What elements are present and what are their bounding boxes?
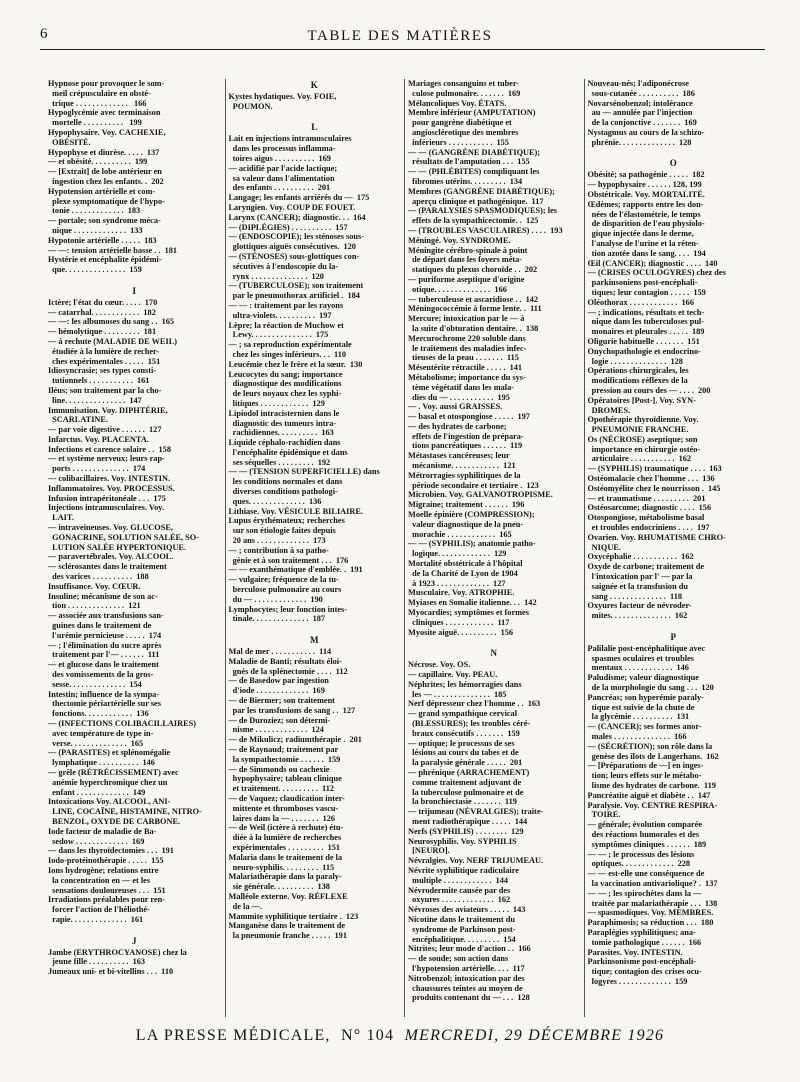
index-entry: Névralgies. Voy. NERF TRIJUMEAU.: [408, 856, 544, 866]
index-entry: — . Voy. aussi GRAISSES.: [408, 402, 503, 412]
index-entry: — ; l'élimination du sucre après traitement par l'— . . . . . . 111: [48, 640, 162, 660]
index-entry: Nicotine dans le traitement du syndrome de Parkinson post- encéphalitique. . . . . . . . . 154: [408, 914, 516, 944]
index-entry: Hypnose pour provoquer le som- meil crépusculaire en obsté- trique . . . . . . . . . . . . . 166: [48, 79, 165, 108]
index-entry: Obstétricale. Voy. MORTALITÉ.: [587, 189, 705, 199]
index-entry: Irradiations préalables pour ren- forcer l'action de l'héliothé- rapie. . . . . . . . . . . . . . 161: [48, 895, 166, 924]
index-entry: — (ENDOSCOPIE); les sténoses sous- glottiques aiguës consécutives. 120: [228, 232, 365, 252]
index-entry: Idiosyncrasie; ses types consti- tutionnels . . . . . . . . . . . 161: [48, 366, 157, 386]
index-entry: Névrodermite causée par des oxyures . . . . . . . . . . . . . 162: [408, 885, 511, 905]
index-entry: Nitrites; leur mode d'action . . 166: [408, 944, 531, 954]
index-entry: — associée aux transfusions san- guines dans le traitement de l'urémie pernicieuse . . . . . 174: [48, 611, 164, 640]
index-entry: — — : traitement par les rayons ultra-violets. . . . . . . . . . 197: [228, 300, 344, 320]
index-entry: Immunisation. Voy. DIPHTÉRIE, SCARLATINE.: [48, 405, 168, 425]
index-entry: Malariathérapie dans la paraly- sie générale. . . . . . . . . . 138: [228, 872, 342, 892]
index-entry: Nécrose. Voy. OS.: [408, 660, 471, 670]
index-entry: Mercurochrome 220 soluble dans le traitement des maladies infec- tieuses de la peau . . . . . . . 115: [408, 333, 527, 363]
index-entry: Iode facteur de maladie de Ba- sedow . . . . . . . . . . . . . 169: [48, 826, 157, 846]
index-entry: Névroses des aviateurs . . . . . 143: [408, 905, 526, 915]
section-letter: O: [669, 158, 677, 169]
index-entry: Myiases en Somalie italienne. . . 142: [408, 598, 537, 608]
index-entry: Insuffisance. Voy. CŒUR.: [48, 581, 141, 591]
index-entry: Os (NÉCROSE) aseptique; son importance en chirurgie ostéo- articulaire . . . . . . . . . . . 162: [587, 434, 701, 464]
index-entry: — (TROUBLES VASCULAIRES) . . . . 193: [408, 225, 563, 235]
spacer: [48, 275, 221, 285]
index-entry: Paralysie. Voy. CENTRE RESPIRA- TOIRE.: [587, 800, 718, 820]
index-entry: Oléothorax . . . . . . . . . . . . 166: [587, 297, 694, 307]
index-entry: Jumeaux uni- et bi-vitellins . . . 110: [48, 967, 174, 977]
index-entry: — [Préparations de —] en inges- tion; leurs effets sur le métabo- lisme des hydrates de carbone. 119: [587, 761, 716, 790]
index-entry: — —: tension artérielle basse . . 181: [48, 245, 178, 255]
index-entry: Myosite aiguë. . . . . . . . . . 156: [408, 627, 514, 637]
index-entry: Langage; les enfants arriérés du — 175: [228, 193, 370, 203]
index-column-1: [45, 79, 225, 1017]
index-entry: — de Biermer; son traitement par les transfusions de sang . . 127: [228, 696, 356, 715]
index-entry: — catarrhal. . . . . . . . . . . . 182: [48, 307, 156, 317]
index-entry: — (PARALYSIES SPASMODIQUES); les effets de la sympathicectomie. . 125: [408, 206, 557, 226]
index-entry: Migraine; traitement . . . . . . 196: [408, 500, 525, 510]
index-entry: Otospongiose, métabolisme basal et troubles endocriniens . . . . 197: [587, 513, 710, 533]
index-column-2: [225, 79, 405, 1017]
index-entry: Malaria dans le traitement de la neuro-syphilis. . . . . . . . . 115: [228, 852, 343, 872]
section-letter: L: [311, 122, 318, 133]
index-entry: — — ; les spirochètes dans la — traitée par malariathérapie . . . 138: [587, 888, 718, 908]
index-entry: — — exanthématique d'emblée. . 191: [228, 565, 363, 575]
index-entry: Nerfs (SYPHILIS) . . . . . . . . 129: [408, 826, 524, 836]
index-column-4: [584, 79, 764, 1017]
index-entry: — des hydrates de carbone; effets de l'ingestion de prépara- tions pancréatiques . . . . . . 119: [408, 421, 524, 451]
index-entry: — et système nerveux; leurs rap- ports . . . . . . . . . . . . . . 174: [48, 454, 165, 474]
section-letter: P: [670, 631, 676, 642]
index-entry: Insuline; mécanisme de son ac- tion . . . . . . . . . . . . . . 121: [48, 591, 158, 611]
index-entry: — (CRISES OCULOGYRES) chez des parkinsoniens post-encéphali- tiques; leur contagion . . . . . 159: [587, 268, 726, 297]
index-entry: Méningite cérébro-spinale à point de départ dans les foyers méta- statiques du plexus choroïde . . 202: [408, 245, 538, 275]
index-entry: Métastases cancéreuses; leur mécanisme. . . . . . . . . . . . 121: [408, 451, 516, 471]
spacer: [229, 624, 401, 634]
index-entry: Myocardies; symptômes et formes cliniques . . . . . . . . . . . . 117: [408, 608, 529, 627]
index-columns: [45, 79, 763, 1017]
index-entry: Moelle épinière (COMPRESSION); valeur diagnostique de la pneu- morachie . . . . . . . . . . . . 165: [408, 510, 535, 539]
index-entry: Mortalité obstétricale à l'hôpital de la Charité de Lyon de 1904 à 1923 . . . . . . . . . . . . . 127: [408, 559, 523, 588]
spacer: [588, 621, 760, 631]
index-entry: — de Weil (ictère à rechute) étu- diée à la lumière de recherches expérimentales . . . . . . . . . 151: [228, 823, 344, 852]
index-entry: Lait en injections intramusculaires dans les processus inflamma- toires aigus . . . . . . . . . . 169: [228, 134, 352, 163]
index-entry: Opérations chirurgicales, les modifications réflexes de la pression au cours des — . . . . 200: [587, 366, 711, 395]
index-entry: Hystérie et encéphalite épidémi- que. . . . . . . . . . . . . . . 159: [48, 255, 162, 275]
index-entry: Hypophyse et diurèse. . . . . 137: [48, 147, 160, 157]
index-entry: Malléole externe. Voy. RÉFLEXE de la —.: [228, 891, 348, 911]
index-entry: Œil (CANCER); diagnostic . . . . 140: [587, 258, 718, 268]
index-entry: Pancréatite aiguë et diabète . . 147: [587, 790, 711, 800]
index-entry: Parasites. Voy. INTESTIN.: [587, 947, 683, 957]
index-entry: — optique; le processus de ses lésions au cours du tabes et de la paralysie générale . . . . . 201: [408, 738, 523, 768]
index-entry: — de Raynaud; traitement par la sympathectomie . . . . . . 159: [228, 745, 341, 764]
index-entry: Infarctus. Voy. PLACENTA.: [48, 434, 149, 444]
index-entry: Liquide céphalo-rachidien dans l'encéphalite épidémique et dans ses séquelles . . . . . . . . . 192: [228, 438, 348, 467]
index-entry: Névrite syphilitique radiculaire multiple . . . . . . . . . . . . 144: [408, 865, 519, 885]
index-entry: — de soude; son action dans l'hypotension artérielle. . . . 117: [408, 954, 525, 973]
index-entry: — — est-elle une conséquence de la vaccination antivariolique? . 137: [587, 869, 718, 888]
index-entry: — grand sympathique cervical (BLESSURES); les troubles céré- braux consécutifs . . . . . . . 159: [408, 709, 531, 738]
index-entry: — par voie digestive . . . . . . 127: [48, 425, 162, 435]
index-entry: Novarsénobenzol; intolérance au — annulée par l'injection de la conjonctive . . . . . . . 169: [587, 98, 697, 128]
index-entry: Hypophysaire. Voy. CACHEXIE, OBÉSITÉ.: [48, 127, 166, 147]
index-entry: Oxyures facteur de névroder- mites. . . . . . . . . . . . . . . 162: [587, 601, 692, 621]
index-entry: — acidifié par l'acide lactique; sa valeur dans l'alimentation des enfants . . . . . . . . . . 201: [228, 163, 338, 193]
index-entry: Lymphocytes; leur fonction intes- tinale. . . . . . . . . . . . . . 187: [228, 604, 348, 624]
index-entry: Nystagmus au cours de la schizo- phrénie. . . . . . . . . . . . . . 128: [587, 127, 705, 147]
index-entry: Hypotension artérielle et com- plexe symptomatique de l'hypo- tonie . . . . . . . . . . . . . 183: [48, 186, 165, 216]
index-entry: Inflammatoires. Voy. PROCESSUS.: [48, 483, 175, 493]
footer: [0, 1027, 800, 1045]
index-entry: Métabolisme; importance du sys- tème végétatif dans les mala- dies du — . . . . . . . . . . . 195: [408, 372, 526, 402]
index-entry: Infections et carence solaire . . 158: [48, 444, 171, 454]
index-entry: — trijumeau (NÉVRALGIES); traite- ment radiothérapique . . . . . 144: [408, 807, 544, 826]
index-entry: Hypotonie artérielle . . . . . 183: [48, 235, 157, 245]
index-entry: Nitrobenzol; intoxication par des chaussures teintes au moyen de produits contenant du — . . . 128: [408, 973, 530, 1003]
index-entry: Oxycéphalie . . . . . . . . . . . 162: [587, 552, 694, 562]
index-entry: — (SYPHILIS) traumatique . . . . 163: [587, 464, 722, 474]
index-entry: Maladie de Banti; résultats éloi- gnés de la splénectomie . . . . 112: [228, 656, 348, 676]
index-entry: — et obésité. . . . . . . . . . 199: [48, 157, 148, 167]
index-entry: — [Extrait] de lobe antérieur en ingestion chez les enfants. . 202: [48, 167, 164, 186]
index-entry: — colibacillaires. Voy. INTESTIN.: [48, 474, 171, 484]
index-entry: — — (TENSION SUPERFICIELLE) dans les conditions normales et dans diverses conditions pathologi- ques. . . . . . . . . . . . . . 136: [228, 467, 380, 506]
section-letter: M: [310, 635, 319, 646]
index-entry: Musculaire. Voy. ATROPHIE.: [408, 588, 515, 598]
index-entry: Nouveau-nés; l'adiponécrose sous-cutanée . . . . . . . . . . 186: [587, 79, 695, 98]
index-entry: Lipiodol intracisternien dans le diagnostic des tumeurs intra- rachidiennes. . . . . . . . . . 163: [228, 408, 340, 438]
index-entry: Méningococcémie à forme lente. . 111: [408, 304, 542, 314]
index-entry: Intoxications Voy. ALCOOL, ANI- LINE, COCAÏNE, HISTAMINE, NITRO- BENZOL, OXYDE DE CARBONE.: [48, 797, 202, 826]
index-entry: — à rechute (MALADIE DE WEIL) étudiée à la lumière de recher- ches expérimentales . . . . . 151: [48, 336, 177, 366]
index-entry: — de Vaquez; claudication inter- mittente et thromboses vascu- laires dans la — . . . . . . . 126: [228, 793, 345, 823]
section-letter: I: [132, 285, 136, 296]
index-entry: Membres (GANGRÈNE DIABÉTIQUE); aperçu clinique et pathogénique. 117: [408, 186, 555, 206]
index-entry: — (STÉNOSES) sous-glottiques con- sécutives à l'endoscopie du la- rynx . . . . . . . . . . . . . . 120: [228, 251, 360, 281]
index-entry: Jambe (ERYTHROCYANOSE) chez la jeune fille . . . . . . . . . . 163: [48, 947, 187, 967]
index-entry: — ; sa reproduction expérimentale chez les singes inférieurs. . . 110: [228, 340, 352, 359]
index-entry: Métrorragies syphilitiques de la période secondaire et tertiaire . 123: [408, 470, 539, 490]
index-entry: Mammite syphilitique tertiaire . 123: [228, 911, 359, 921]
index-entry: — sclérosantes dans le traitement des varices . . . . . . . . . . 188: [48, 562, 167, 582]
index-entry: — (PARASITES) et splénomégalie lymphatique . . . . . . . . . . 146: [48, 748, 171, 768]
index-entry: Parkinsonisme post-encéphali- tique; contagion des crises ocu- logyres . . . . . . . . . . . . . 159: [587, 957, 702, 986]
index-entry: — de Basedow par ingestion d'iode . . . . . . . . . . . . . 169: [228, 676, 329, 696]
index-entry: Kystes hydatiques. Voy. FOIE, POUMON.: [228, 92, 337, 111]
section-letter: J: [132, 935, 137, 946]
index-entry: Neurosyphilis. Voy. SYPHILIS [NEURO].: [408, 836, 517, 856]
index-entry: Opothérapie thyroïdienne. Voy. PNEUMONIE FRANCHE.: [587, 415, 699, 435]
index-entry: — hypophysaire . . . . . . 128, 199: [587, 180, 702, 190]
index-entry: Méningé. Voy. SYNDROME.: [408, 235, 511, 245]
index-entry: Leucocytes du sang; importance diagnostique des modifications de leurs noyaux chez les syphi- litiques . . . . . . . . . . . . 129: [228, 369, 343, 408]
index-entry: — — (PHLÉBITES) compliquant les fibromes utérins. . . . . . . . . 134: [408, 167, 540, 186]
section-letter: K: [310, 80, 318, 90]
index-entry: Laryngien. Voy. COUP DE FOUET.: [228, 202, 356, 212]
index-entry: — de Simmonds ou cachexie hypophysaire; tableau clinique et traitement. . . . . . . . . . 112: [228, 764, 342, 794]
footer-date: MERCREDI, 29 DÉCEMBRE 1926: [404, 1027, 665, 1044]
index-entry: Iodo-protéinothérapie . . . . . 155: [48, 856, 164, 866]
index-entry: — —: les albumoses du sang . . 165: [48, 317, 175, 327]
index-entry: Infusion intrapéritonéale . . . 175: [48, 493, 166, 503]
spacer: [408, 637, 580, 647]
index-entry: — capillaire. Voy. PEAU.: [408, 670, 498, 680]
index-entry: — (TUBERCULOSE); son traitement par le pneumothorax artificiel . 184: [228, 281, 364, 301]
index-entry: — (CANCER); ses formes anor- males . . . . . . . . . . . . . . 166: [587, 722, 702, 741]
index-entry: Ostéomyélite chez le nourrisson . 145: [587, 483, 721, 493]
index-entry: Lupus érythémateux; recherches sur son étiologie faites depuis 20 ans . . . . . . . . . . . . . 173: [228, 516, 345, 546]
index-entry: — — (SYPHILIS); anatomie patho- logique. . . . . . . . . . . . . 129: [408, 539, 536, 559]
index-entry: Mercure; intoxication par le — à la suite d'obturation dentaire. . 138: [408, 314, 539, 333]
index-entry: Obésité; sa pathogénie . . . . . 182: [587, 170, 705, 180]
index-entry: — puriforme aseptique d'origine otique. . . . . . . . . . . . . . 166: [408, 274, 525, 294]
index-entry: Manganèse dans le traitement de la pneumonie franche . . . . . 191: [228, 921, 347, 941]
index-entry: Ions hydrogène; relations entre la concentration en — et les sensations douloureuses . . . 151: [48, 865, 166, 895]
index-entry: Ovarien. Voy. RHUMATISME CHRO- NIQUE.: [587, 532, 726, 552]
footer-journal: LA PRESSE MÉDICALE, N° 104: [135, 1027, 395, 1044]
index-entry: Larynx (CANCER); diagnostic. . . 164: [228, 212, 366, 222]
section-letter: N: [490, 648, 497, 659]
index-entry: — portale; son syndrome méca- nique . . . . . . . . . . . . . 133: [48, 216, 161, 235]
index-entry: Intestin; influence de la sympa- thectomie périartérielle sur ses fonctions. . . . . . . . . . . . 136: [48, 689, 161, 719]
index-entry: — et glucose dans le traitement des vomissements de la gros- sesse. . . . . . . . . . . . . . 154: [48, 660, 159, 689]
index-entry: Pancréas; son hyperémie paraly- tique est suivie de la chute de la glycémie . . . . . . . . . . 131: [587, 692, 704, 722]
index-entry: Mésentérite rétractile . . . . . 141: [408, 363, 523, 373]
index-entry: Palilalie post-encéphalitique avec spasmes oculaires et troubles mentaux . . . . . . . . . . . . 146: [587, 643, 706, 673]
index-column-3: [404, 79, 584, 1017]
index-entry: — — (GANGRÈNE DIABÉTIQUE); résultats de l'amputation . . . 155: [408, 147, 541, 167]
index-entry: — tuberculeuse et ascaridiose . . 142: [408, 294, 539, 304]
index-entry: — ; contribution à sa patho- génie et à son traitement . . . 176: [228, 545, 349, 565]
running-title: TABLE DES MATIÈRES: [307, 28, 493, 44]
index-entry: — hémolytique . . . . . . . . . 181: [48, 327, 157, 337]
index-entry: — générale; évolution comparée des réactions humorales et des symptômes cliniques . . . . . . 189: [587, 820, 707, 849]
index-entry: Injections intramusculaires. Voy. LAIT.: [48, 503, 165, 523]
index-entry: Œdèmes; rapports entre les don- nées de l'élastométrie, le temps de disparition de l'eau physiolo- gique injectée dans le derme, l'analyse de l'urine et la réten- tion azotée dans le sang. . . . 194: [587, 199, 706, 258]
index-entry: Leucémie chez le frère et la sœur. 130: [228, 359, 363, 369]
index-entry: — intraveineuses. Voy. GLUCOSE, GONACRINE, SOLUTION SALÉE, SO- LUTION SALÉE HYPERTONIQUE.: [48, 523, 199, 552]
spacer: [48, 925, 221, 935]
index-entry: Paraphimosis; sa réduction . . . 180: [587, 918, 714, 928]
index-entry: — (SÉCRÉTION); son rôle dans la genèse des îlots de Langerhans. 162: [587, 741, 719, 761]
index-entry: — grêle (RÉTRÉCISSEMENT) avec anémie hyperchromique chez un enfant . . . . . . . . . . . . . 149: [48, 767, 179, 797]
index-entry: Onychopathologie et endocrino- logie . . . . . . . . . . . . . . 128: [587, 346, 701, 366]
index-entry: — paravertébrales. Voy. ALCOOL.: [48, 552, 174, 562]
index-entry: Mariages consanguins et tuber- culose pulmonaire. . . . . . . 169: [408, 79, 521, 98]
index-entry: Ostéomalacie chez l'homme . . . 136: [587, 474, 715, 484]
index-entry: Lèpre; la réaction de Muchow et Lewy. . . . . . . . . . . . . . . 175: [228, 320, 344, 340]
index-entry: — de Duroziez; son détermi- nisme . . . . . . . . . . . . . 124: [228, 715, 331, 735]
index-entry: Nerf dépresseur chez l'homme . . 163: [408, 699, 541, 709]
index-entry: Mélancoliques Voy. ÉTATS.: [408, 98, 507, 108]
index-entry: Paraplégies syphilitiques; ana- tomie pathologique . . . . . . 166: [587, 927, 702, 947]
index-entry: — vulgaire; fréquence de la tu- berculose pulmonaire au cours du — . . . . . . . . . . . . . 190: [228, 575, 342, 604]
index-entry: Microbien. Voy. GALVANOTROPISME.: [408, 490, 553, 500]
index-entry: — de Mikulicz; radiumthérapie . 201: [228, 735, 362, 745]
index-entry: — basal et otospongiose . . . . . 197: [408, 412, 530, 422]
index-entry: — et traumatisme . . . . . . . . . 201: [587, 493, 706, 503]
spacer: [229, 112, 401, 122]
index-entry: Opératoires [Post-]. Voy. SYN- DROMES.: [587, 395, 696, 415]
index-entry: Iléus; son traitement par la cho- line. . . . . . . . . . . . . . . 147: [48, 385, 162, 405]
index-entry: — dans les thyroïdectomies . . . 191: [48, 846, 174, 856]
index-entry: — — ; le processus des lésions optiques. . . . . . . . . . . . . 228: [587, 849, 695, 869]
index-entry: Membre inférieur (AMPUTATION) pour gangrène diabétique et angiosclérotique des membres inférieurs . . . . . . . . . . . 155: [408, 108, 536, 147]
index-entry: — phrénique (ARRACHEMENT) comme traitement adjuvant de la tuberculose pulmonaire et de la bronchiectasie . . . . . . . 119: [408, 767, 530, 807]
index-entry: Oxyde de carbone; traitement de l'intoxication par l' — par la saignée et la transfusion du sang . . . . . . . . . . . . . . 118: [587, 562, 705, 601]
header-rule: [40, 49, 765, 50]
index-entry: Oligurie habituelle . . . . . . . 151: [587, 336, 700, 346]
index-entry: Ostéosarcome; diagnostic . . . . 156: [587, 503, 712, 513]
index-entry: — (INFECTIONS COLIBACILLAIRES) avec température de type in- verse. . . . . . . . . . . . . . 165: [48, 719, 196, 748]
index-entry: — (DIPLÉGIES) . . . . . . . . . . 157: [228, 222, 348, 232]
index-entry: Mal de mer . . . . . . . . . . . 114: [228, 647, 332, 657]
spacer: [588, 148, 760, 158]
index-entry: Lithiase. Voy. VÉSICULE BILIAIRE.: [228, 506, 363, 516]
index-entry: Paludisme; valeur diagnostique de la morphologie du sang . . . 120: [587, 673, 714, 693]
index-entry: Néphrites; les hémorragies dans les — . . . . . . . . . . . . . . 185: [408, 679, 522, 699]
page-number: 6: [40, 26, 48, 42]
index-entry: Ictère; l'état du cœur. . . . . 170: [48, 297, 158, 307]
index-entry: — spasmodiques. Voy. MEMBRES.: [587, 908, 714, 918]
index-entry: — ; indications, résultats et tech- nique dans les tuberculoses pul- monaires et pleurales . . . . . 189: [587, 307, 705, 337]
index-entry: Hypoglycémie avec terminaison mortelle . . . . . . . . . . 199: [48, 108, 161, 128]
